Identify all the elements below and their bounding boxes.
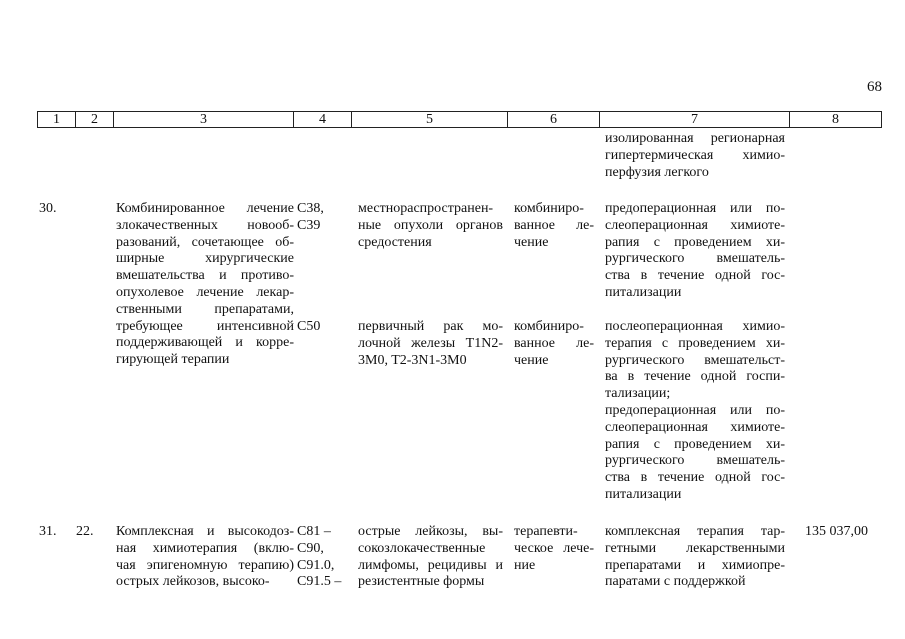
text-line: требующее интенсивной bbox=[116, 318, 294, 334]
row30-part1-col5 bbox=[358, 201, 503, 251]
row31-col3 bbox=[116, 524, 294, 591]
text-line: острых лейкозов, высоко- bbox=[116, 574, 270, 590]
header-col-2: 2 bbox=[76, 112, 114, 127]
row31-col6 bbox=[514, 524, 594, 574]
text-line: первичный рак мо- bbox=[358, 319, 503, 334]
text-line: резистентные формы bbox=[358, 574, 485, 590]
text-line: тализации; bbox=[605, 386, 671, 402]
text-line: C90, bbox=[297, 540, 324, 556]
text-line: ширные хирургические bbox=[116, 251, 294, 267]
text-line: разований, сочетающее об- bbox=[116, 234, 294, 250]
row31-col4 bbox=[297, 524, 341, 591]
text-line: ние bbox=[514, 557, 536, 573]
text-line: предоперационная или по- bbox=[605, 201, 785, 216]
text-line: ственными препаратами, bbox=[116, 301, 294, 317]
text-line: чение bbox=[514, 352, 549, 368]
text-line: поддерживающей и корре- bbox=[116, 335, 294, 351]
text-line: питализации bbox=[605, 284, 682, 300]
header-col-7: 7 bbox=[600, 112, 790, 127]
row30-part1-col7 bbox=[605, 201, 785, 302]
text-line: рапия с проведением хи- bbox=[605, 436, 785, 452]
text-line: терапевти- bbox=[514, 524, 578, 539]
text-line: C81 – bbox=[297, 524, 331, 539]
text-line: гирующей терапии bbox=[116, 352, 230, 368]
header-col-1: 1 bbox=[38, 112, 76, 127]
text-line: лочной железы T1N2- bbox=[358, 335, 503, 351]
text-line: рургического вмешательст- bbox=[605, 352, 785, 368]
text-line: гетными лекарственными bbox=[605, 540, 785, 556]
row31-col7 bbox=[605, 524, 785, 591]
text-line: C39 bbox=[297, 217, 321, 233]
text-line: рургического вмешатель- bbox=[605, 453, 785, 469]
text-line: Комплексная и высокодоз- bbox=[116, 524, 294, 539]
text-line: перфузия легкого bbox=[605, 164, 709, 180]
header-col-3: 3 bbox=[114, 112, 294, 127]
text-line: вмешательства и противо- bbox=[116, 268, 294, 284]
row30-part2-col4 bbox=[297, 319, 320, 336]
text-line: ная химиотерапия (вклю- bbox=[116, 540, 294, 556]
text-line: местнораспространен- bbox=[358, 201, 494, 216]
row30-part2-col6 bbox=[514, 319, 594, 369]
text-line: комбиниро- bbox=[514, 319, 584, 334]
text-line: ванное ле- bbox=[514, 217, 594, 233]
text-line: рургического вмешатель- bbox=[605, 251, 785, 267]
text-line: изолированная регионарная bbox=[605, 131, 785, 146]
row31-price: 135 037,00 bbox=[805, 524, 868, 539]
text-line: ва в течение одной госпи- bbox=[605, 369, 785, 385]
row30-part1-col4 bbox=[297, 201, 324, 235]
text-line: C91.5 – bbox=[297, 574, 342, 590]
text-line: слеоперационная химиоте- bbox=[605, 217, 785, 233]
text-line: злокачественных новооб- bbox=[116, 217, 294, 233]
header-col-8: 8 bbox=[832, 112, 839, 127]
text-line: комбиниро- bbox=[514, 201, 584, 216]
text-line: предоперационная или по- bbox=[605, 402, 785, 418]
row31-group-number: 22. bbox=[76, 524, 94, 539]
text-line: ства в течение одной гос- bbox=[605, 470, 785, 486]
header-col-4: 4 bbox=[294, 112, 352, 127]
text-line: ванное ле- bbox=[514, 335, 594, 351]
row31-col5 bbox=[358, 524, 503, 591]
text-line: слеоперационная химиоте- bbox=[605, 419, 785, 435]
text-line: ства в течение одной гос- bbox=[605, 268, 785, 284]
text-line: чение bbox=[514, 234, 549, 250]
text-line: ческое лече- bbox=[514, 540, 594, 556]
header-col-5: 5 bbox=[352, 112, 508, 127]
row30-part2-col5 bbox=[358, 319, 503, 369]
page-number: 68 bbox=[867, 79, 882, 95]
text-line: Комбинированное лечение bbox=[116, 201, 294, 216]
text-line: C91.0, bbox=[297, 557, 335, 573]
header-col-6: 6 bbox=[508, 112, 600, 127]
text-line: препаратами и химиопре- bbox=[605, 557, 785, 573]
text-line: гипертермическая химио- bbox=[605, 147, 785, 163]
row30-number: 30. bbox=[39, 201, 57, 216]
text-line: опухолевое лечение лекар- bbox=[116, 284, 294, 300]
row31-number: 31. bbox=[39, 524, 57, 539]
text-line: ные опухоли органов bbox=[358, 217, 503, 233]
text-line: C38, bbox=[297, 201, 324, 216]
continuation-col7 bbox=[605, 131, 785, 181]
text-line: 3M0, T2-3N1-3M0 bbox=[358, 352, 467, 368]
row30-part2-col7 bbox=[605, 319, 785, 504]
text-line: средостения bbox=[358, 234, 432, 250]
text-line: паратами с поддержкой bbox=[605, 574, 746, 590]
text-line: послеоперационная химио- bbox=[605, 319, 785, 334]
text-line: сокозлокачественные bbox=[358, 540, 486, 556]
text-line: рапия с проведением хи- bbox=[605, 234, 785, 250]
text-line: терапия с проведением хи- bbox=[605, 335, 785, 351]
table-header-row bbox=[37, 111, 882, 128]
text-line: питализации bbox=[605, 486, 682, 502]
text-line: чая эпигеномную терапию) bbox=[116, 557, 294, 573]
text-line: лимфомы, рецидивы и bbox=[358, 557, 503, 573]
row30-part1-col6 bbox=[514, 201, 594, 251]
text-line: C50 bbox=[297, 319, 321, 334]
row30-col3 bbox=[116, 201, 294, 369]
text-line: острые лейкозы, вы- bbox=[358, 524, 503, 539]
text-line: комплексная терапия тар- bbox=[605, 524, 785, 539]
